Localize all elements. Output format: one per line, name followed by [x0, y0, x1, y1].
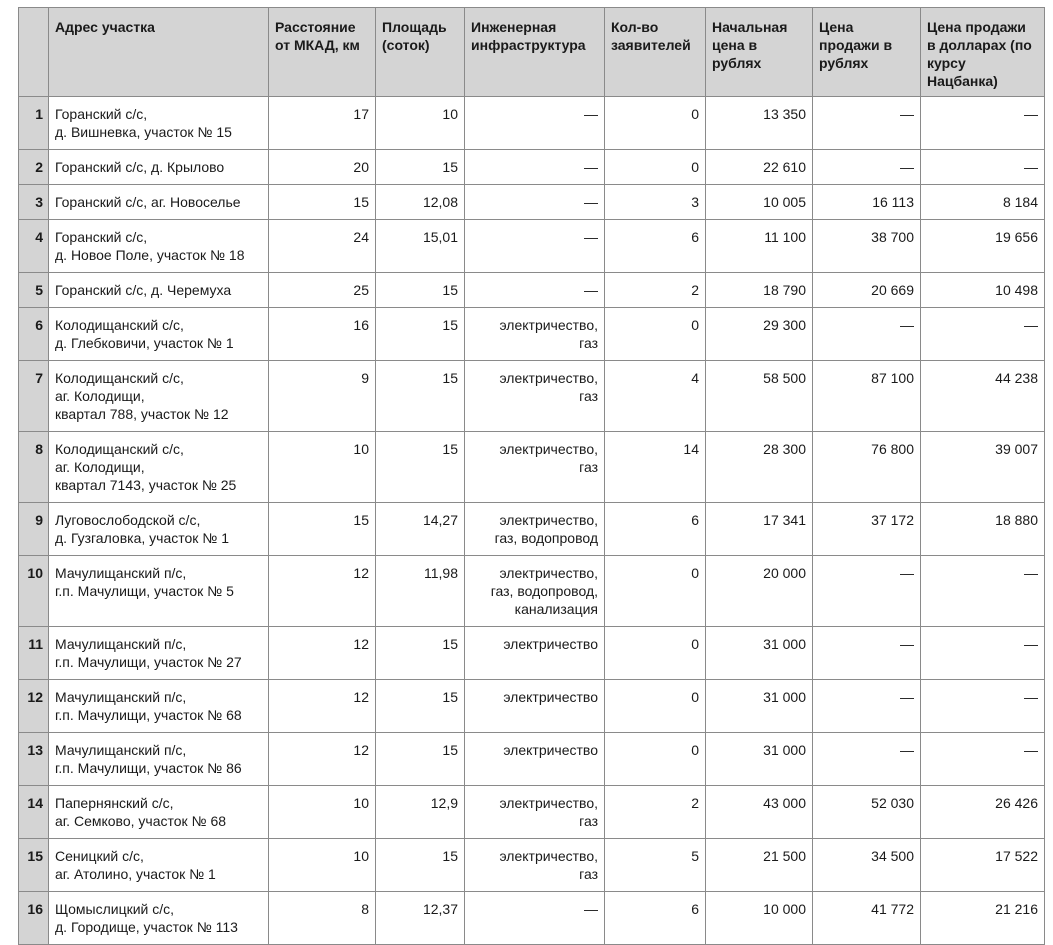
infrastructure-cell: [465, 892, 605, 945]
sale-price-usd-cell: —: [921, 150, 1045, 185]
start-price-cell: 31 000: [706, 627, 813, 680]
table-row: [19, 733, 1045, 786]
table-row: [19, 361, 1045, 432]
sale-price-cell: 20 669: [813, 273, 921, 308]
infrastructure-line: электричество,: [499, 317, 598, 333]
area-cell: 12,9: [376, 786, 465, 839]
address-line: г.п. Мачулищи, участок № 27: [55, 654, 242, 670]
sale-price-usd-cell: 8 184: [921, 185, 1045, 220]
distance-cell: 25: [269, 273, 376, 308]
distance-cell: 20: [269, 150, 376, 185]
distance-cell: 12: [269, 627, 376, 680]
address-line: д. Новое Поле, участок № 18: [55, 247, 245, 263]
applicants-cell: 0: [605, 733, 706, 786]
address-line: Мачулищанский п/с,: [55, 689, 187, 705]
row-number: 12: [19, 680, 49, 733]
start-price-cell: 22 610: [706, 150, 813, 185]
row-number: 14: [19, 786, 49, 839]
address-cell: [49, 432, 269, 503]
address-cell: [49, 273, 269, 308]
sale-price-cell: —: [813, 627, 921, 680]
address-line: Горанский с/с,: [55, 106, 148, 122]
infrastructure-line: электричество,: [499, 512, 598, 528]
table-row: [19, 432, 1045, 503]
header-number: [19, 8, 49, 97]
infrastructure-line: газ: [579, 335, 598, 351]
sale-price-cell: 38 700: [813, 220, 921, 273]
row-number: 16: [19, 892, 49, 945]
sale-price-usd-cell: 44 238: [921, 361, 1045, 432]
distance-cell: 9: [269, 361, 376, 432]
header-row: [19, 8, 1045, 97]
applicants-cell: 0: [605, 556, 706, 627]
area-cell: 15: [376, 150, 465, 185]
address-line: Колодищанский с/с,: [55, 441, 184, 457]
address-line: аг. Атолино, участок № 1: [55, 866, 216, 882]
infrastructure-cell: [465, 786, 605, 839]
sale-price-cell: —: [813, 680, 921, 733]
infrastructure-cell: [465, 733, 605, 786]
infrastructure-line: электричество: [503, 742, 598, 758]
header-sale-price-usd: Цена продажи в долларах (по курсу Нацбанка): [921, 8, 1045, 97]
row-number: 4: [19, 220, 49, 273]
table-header: [19, 8, 1045, 97]
applicants-cell: 2: [605, 273, 706, 308]
address-line: Луговослободской с/с,: [55, 512, 201, 528]
sale-price-cell: 34 500: [813, 839, 921, 892]
infrastructure-cell: [465, 273, 605, 308]
table-row: [19, 273, 1045, 308]
start-price-cell: 29 300: [706, 308, 813, 361]
sale-price-cell: 16 113: [813, 185, 921, 220]
sale-price-usd-cell: —: [921, 627, 1045, 680]
address-line: Горанский с/с, д. Крылово: [55, 159, 225, 175]
address-line: г.п. Мачулищи, участок № 86: [55, 760, 242, 776]
distance-cell: 12: [269, 680, 376, 733]
infrastructure-cell: [465, 556, 605, 627]
table-row: [19, 150, 1045, 185]
applicants-cell: 6: [605, 892, 706, 945]
address-cell: [49, 97, 269, 150]
infrastructure-cell: [465, 220, 605, 273]
infrastructure-cell: [465, 627, 605, 680]
header-address: Адрес участка: [49, 8, 269, 97]
sale-price-usd-cell: —: [921, 97, 1045, 150]
sale-price-cell: —: [813, 556, 921, 627]
applicants-cell: 6: [605, 220, 706, 273]
address-line: аг. Колодищи,: [55, 388, 145, 404]
table-row: [19, 786, 1045, 839]
area-cell: 15: [376, 361, 465, 432]
area-cell: 15: [376, 839, 465, 892]
infrastructure-line: электричество: [503, 689, 598, 705]
distance-cell: 12: [269, 733, 376, 786]
start-price-cell: 13 350: [706, 97, 813, 150]
address-line: Колодищанский с/с,: [55, 370, 184, 386]
infrastructure-line: газ, водопровод: [494, 530, 598, 546]
start-price-cell: 28 300: [706, 432, 813, 503]
area-cell: 12,37: [376, 892, 465, 945]
applicants-cell: 5: [605, 839, 706, 892]
area-cell: 15: [376, 308, 465, 361]
area-cell: 10: [376, 97, 465, 150]
start-price-cell: 11 100: [706, 220, 813, 273]
address-line: Мачулищанский п/с,: [55, 742, 187, 758]
infrastructure-cell: [465, 839, 605, 892]
infrastructure-line: газ: [579, 388, 598, 404]
address-line: г.п. Мачулищи, участок № 5: [55, 583, 234, 599]
address-line: Папернянский с/с,: [55, 795, 174, 811]
address-line: аг. Семково, участок № 68: [55, 813, 227, 829]
area-cell: 15: [376, 627, 465, 680]
address-line: Сеницкий с/с,: [55, 848, 144, 864]
applicants-cell: 0: [605, 150, 706, 185]
address-line: Горанский с/с,: [55, 229, 148, 245]
address-line: Щомыслицкий с/с,: [55, 901, 175, 917]
distance-cell: 10: [269, 839, 376, 892]
row-number: 11: [19, 627, 49, 680]
table-row: [19, 680, 1045, 733]
address-cell: [49, 503, 269, 556]
sale-price-usd-cell: —: [921, 556, 1045, 627]
table-row: [19, 839, 1045, 892]
infrastructure-line: —: [584, 901, 598, 917]
address-cell: [49, 150, 269, 185]
land-plots-table: [18, 7, 1045, 945]
applicants-cell: 0: [605, 680, 706, 733]
infrastructure-line: газ, водопровод,: [490, 583, 598, 599]
table-row: [19, 220, 1045, 273]
table-row: [19, 627, 1045, 680]
area-cell: 15: [376, 680, 465, 733]
start-price-cell: 10 000: [706, 892, 813, 945]
area-cell: 15: [376, 733, 465, 786]
sale-price-cell: 52 030: [813, 786, 921, 839]
address-cell: [49, 733, 269, 786]
applicants-cell: 0: [605, 308, 706, 361]
address-line: аг. Колодищи,: [55, 459, 145, 475]
start-price-cell: 43 000: [706, 786, 813, 839]
address-line: г.п. Мачулищи, участок № 68: [55, 707, 242, 723]
infrastructure-line: электричество,: [499, 370, 598, 386]
row-number: 10: [19, 556, 49, 627]
area-cell: 12,08: [376, 185, 465, 220]
address-line: д. Глебковичи, участок № 1: [55, 335, 234, 351]
address-cell: [49, 220, 269, 273]
infrastructure-cell: [465, 432, 605, 503]
row-number: 8: [19, 432, 49, 503]
table-row: [19, 185, 1045, 220]
sale-price-cell: 76 800: [813, 432, 921, 503]
address-line: д. Гузгаловка, участок № 1: [55, 530, 229, 546]
infrastructure-cell: [465, 185, 605, 220]
address-line: квартал 7143, участок № 25: [55, 477, 237, 493]
infrastructure-cell: [465, 361, 605, 432]
distance-cell: 24: [269, 220, 376, 273]
infrastructure-line: —: [584, 159, 598, 175]
sale-price-cell: 87 100: [813, 361, 921, 432]
distance-cell: 15: [269, 185, 376, 220]
address-line: Горанский с/с, аг. Новоселье: [55, 194, 241, 210]
area-cell: 15: [376, 273, 465, 308]
start-price-cell: 20 000: [706, 556, 813, 627]
row-number: 15: [19, 839, 49, 892]
header-applicants: Кол-во заявителей: [605, 8, 706, 97]
row-number: 2: [19, 150, 49, 185]
infrastructure-line: электричество,: [499, 795, 598, 811]
applicants-cell: 0: [605, 627, 706, 680]
area-cell: 14,27: [376, 503, 465, 556]
table-row: [19, 556, 1045, 627]
address-line: Колодищанский с/с,: [55, 317, 184, 333]
sale-price-cell: 41 772: [813, 892, 921, 945]
infrastructure-line: —: [584, 282, 598, 298]
infrastructure-line: электричество: [503, 636, 598, 652]
distance-cell: 8: [269, 892, 376, 945]
infrastructure-cell: [465, 503, 605, 556]
infrastructure-line: электричество,: [499, 441, 598, 457]
sale-price-usd-cell: 19 656: [921, 220, 1045, 273]
distance-cell: 10: [269, 432, 376, 503]
header-infrastructure: Инженерная инфраструктура: [465, 8, 605, 97]
applicants-cell: 2: [605, 786, 706, 839]
address-line: Мачулищанский п/с,: [55, 565, 187, 581]
address-line: д. Городище, участок № 113: [55, 919, 238, 935]
sale-price-usd-cell: 21 216: [921, 892, 1045, 945]
infrastructure-cell: [465, 97, 605, 150]
sale-price-usd-cell: 26 426: [921, 786, 1045, 839]
address-line: Горанский с/с, д. Черемуха: [55, 282, 232, 298]
address-cell: [49, 185, 269, 220]
address-cell: [49, 786, 269, 839]
start-price-cell: 17 341: [706, 503, 813, 556]
infrastructure-line: —: [584, 194, 598, 210]
sale-price-cell: —: [813, 733, 921, 786]
applicants-cell: 0: [605, 97, 706, 150]
applicants-cell: 14: [605, 432, 706, 503]
start-price-cell: 18 790: [706, 273, 813, 308]
table-row: [19, 892, 1045, 945]
header-distance: Расстояние от МКАД, км: [269, 8, 376, 97]
applicants-cell: 4: [605, 361, 706, 432]
distance-cell: 10: [269, 786, 376, 839]
infrastructure-cell: [465, 150, 605, 185]
area-cell: 15,01: [376, 220, 465, 273]
distance-cell: 15: [269, 503, 376, 556]
sale-price-usd-cell: —: [921, 680, 1045, 733]
table-row: [19, 97, 1045, 150]
distance-cell: 16: [269, 308, 376, 361]
address-line: д. Вишневка, участок № 15: [55, 124, 232, 140]
row-number: 13: [19, 733, 49, 786]
distance-cell: 12: [269, 556, 376, 627]
infrastructure-line: газ: [579, 459, 598, 475]
table-body: [19, 97, 1045, 945]
address-cell: [49, 361, 269, 432]
header-sale-price: Цена продажи в рублях: [813, 8, 921, 97]
sale-price-cell: —: [813, 97, 921, 150]
sale-price-cell: 37 172: [813, 503, 921, 556]
infrastructure-line: газ: [579, 813, 598, 829]
applicants-cell: 3: [605, 185, 706, 220]
row-number: 9: [19, 503, 49, 556]
infrastructure-line: газ: [579, 866, 598, 882]
start-price-cell: 58 500: [706, 361, 813, 432]
sale-price-cell: —: [813, 150, 921, 185]
infrastructure-cell: [465, 308, 605, 361]
address-line: квартал 788, участок № 12: [55, 406, 229, 422]
address-cell: [49, 680, 269, 733]
address-cell: [49, 892, 269, 945]
row-number: 1: [19, 97, 49, 150]
table-row: [19, 503, 1045, 556]
row-number: 6: [19, 308, 49, 361]
sale-price-usd-cell: 10 498: [921, 273, 1045, 308]
sale-price-usd-cell: 17 522: [921, 839, 1045, 892]
distance-cell: 17: [269, 97, 376, 150]
infrastructure-line: —: [584, 229, 598, 245]
start-price-cell: 31 000: [706, 680, 813, 733]
address-cell: [49, 556, 269, 627]
start-price-cell: 10 005: [706, 185, 813, 220]
row-number: 5: [19, 273, 49, 308]
area-cell: 11,98: [376, 556, 465, 627]
row-number: 3: [19, 185, 49, 220]
address-cell: [49, 839, 269, 892]
header-area: Площадь (соток): [376, 8, 465, 97]
infrastructure-line: электричество,: [499, 565, 598, 581]
start-price-cell: 21 500: [706, 839, 813, 892]
sale-price-usd-cell: 39 007: [921, 432, 1045, 503]
address-cell: [49, 308, 269, 361]
land-plots-table-container: [18, 7, 1045, 945]
sale-price-usd-cell: —: [921, 733, 1045, 786]
infrastructure-line: канализация: [514, 601, 598, 617]
address-cell: [49, 627, 269, 680]
sale-price-usd-cell: 18 880: [921, 503, 1045, 556]
header-start-price: Начальная цена в рублях: [706, 8, 813, 97]
table-row: [19, 308, 1045, 361]
infrastructure-line: электричество,: [499, 848, 598, 864]
infrastructure-cell: [465, 680, 605, 733]
infrastructure-line: —: [584, 106, 598, 122]
address-line: Мачулищанский п/с,: [55, 636, 187, 652]
row-number: 7: [19, 361, 49, 432]
sale-price-usd-cell: —: [921, 308, 1045, 361]
applicants-cell: 6: [605, 503, 706, 556]
sale-price-cell: —: [813, 308, 921, 361]
area-cell: 15: [376, 432, 465, 503]
start-price-cell: 31 000: [706, 733, 813, 786]
